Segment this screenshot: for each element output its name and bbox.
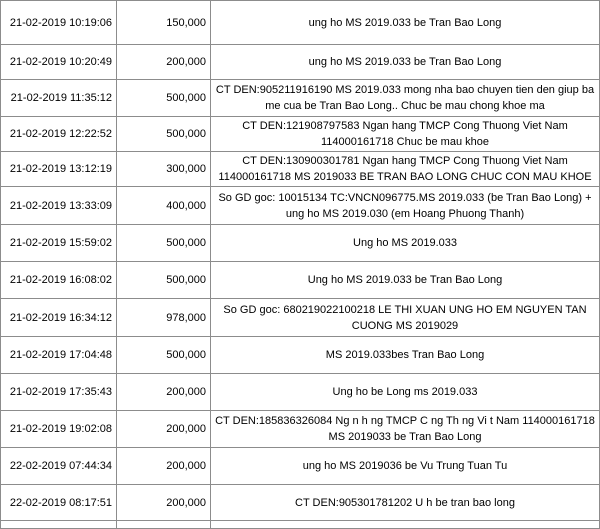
date-cell: 21-02-2019 19:02:08	[1, 411, 117, 448]
table-row	[1, 225, 600, 262]
description-cell: ung ho MS 2019.033 be Tran Bao Long	[211, 1, 600, 45]
amount-cell: 500,000	[117, 262, 211, 299]
amount-cell: 400,000	[117, 187, 211, 225]
table-row	[1, 485, 600, 521]
table-row	[1, 117, 600, 152]
amount-cell: 500,000	[117, 225, 211, 262]
description-cell: ung ho MS 2019.033 be Tran Bao Long	[211, 45, 600, 80]
table-row	[1, 1, 600, 45]
table-row	[1, 411, 600, 448]
description-cell: MS 2019.033bes Tran Bao Long	[211, 337, 600, 374]
amount-cell: 200,000	[117, 411, 211, 448]
description-cell	[211, 521, 600, 529]
date-cell: 21-02-2019 10:20:49	[1, 45, 117, 80]
table-row	[1, 374, 600, 411]
table-row	[1, 187, 600, 225]
description-cell: CT DEN:121908797583 Ngan hang TMCP Cong Thuong Viet Nam 114000161718 Chuc be mau khoe	[211, 117, 600, 152]
amount-cell: 978,000	[117, 299, 211, 337]
date-cell: 21-02-2019 11:35:12	[1, 80, 117, 117]
table-row	[1, 521, 600, 529]
amount-cell	[117, 521, 211, 529]
description-cell: ung ho MS 2019036 be Vu Trung Tuan Tu	[211, 448, 600, 485]
description-cell: Ung ho MS 2019.033	[211, 225, 600, 262]
amount-cell: 150,000	[117, 1, 211, 45]
date-cell: 22-02-2019 07:44:34	[1, 448, 117, 485]
description-cell: Ung ho MS 2019.033 be Tran Bao Long	[211, 262, 600, 299]
amount-cell: 200,000	[117, 45, 211, 80]
amount-cell: 500,000	[117, 337, 211, 374]
table-row	[1, 337, 600, 374]
table-row	[1, 152, 600, 187]
table-row	[1, 448, 600, 485]
date-cell: 21-02-2019 17:04:48	[1, 337, 117, 374]
description-cell: CT DEN:185836326084 Ng n h ng TMCP C ng Th ng Vi t Nam 114000161718 MS 2019033 be Tran Bao Long	[211, 411, 600, 448]
amount-cell: 300,000	[117, 152, 211, 187]
amount-cell: 500,000	[117, 117, 211, 152]
description-cell: So GD goc: 680219022100218 LE THI XUAN UNG HO EM NGUYEN TAN CUONG MS 2019029	[211, 299, 600, 337]
date-cell: 21-02-2019 13:33:09	[1, 187, 117, 225]
date-cell: 21-02-2019 16:08:02	[1, 262, 117, 299]
amount-cell: 200,000	[117, 448, 211, 485]
date-cell: 21-02-2019 10:19:06	[1, 1, 117, 45]
description-cell: So GD goc: 10015134 TC:VNCN096775.MS 2019.033 (be Tran Bao Long) + ung ho MS 2019.030 (em Hoang Phuong Thanh)	[211, 187, 600, 225]
date-cell: 21-02-2019 15:59:02	[1, 225, 117, 262]
table-row	[1, 299, 600, 337]
date-cell: 21-02-2019 17:35:43	[1, 374, 117, 411]
date-cell: 21-02-2019 13:12:19	[1, 152, 117, 187]
amount-cell: 200,000	[117, 485, 211, 521]
description-cell: CT DEN:905301781202 U h be tran bao long	[211, 485, 600, 521]
date-cell: 22-02-2019 08:17:51	[1, 485, 117, 521]
amount-cell: 500,000	[117, 80, 211, 117]
table-row	[1, 262, 600, 299]
date-cell: 21-02-2019 12:22:52	[1, 117, 117, 152]
amount-cell: 200,000	[117, 374, 211, 411]
description-cell: CT DEN:130900301781 Ngan hang TMCP Cong Thuong Viet Nam 114000161718 MS 2019033 BE TRAN BAO LONG CHUC CON MAU KHOE	[211, 152, 600, 187]
table-row	[1, 80, 600, 117]
date-cell	[1, 521, 117, 529]
description-cell: Ung ho be Long ms 2019.033	[211, 374, 600, 411]
description-cell: CT DEN:905211916190 MS 2019.033 mong nha bao chuyen tien den giup ba me cua be Tran Bao Long.. Chuc be mau chong khoe ma	[211, 80, 600, 117]
table-row	[1, 45, 600, 80]
date-cell: 21-02-2019 16:34:12	[1, 299, 117, 337]
